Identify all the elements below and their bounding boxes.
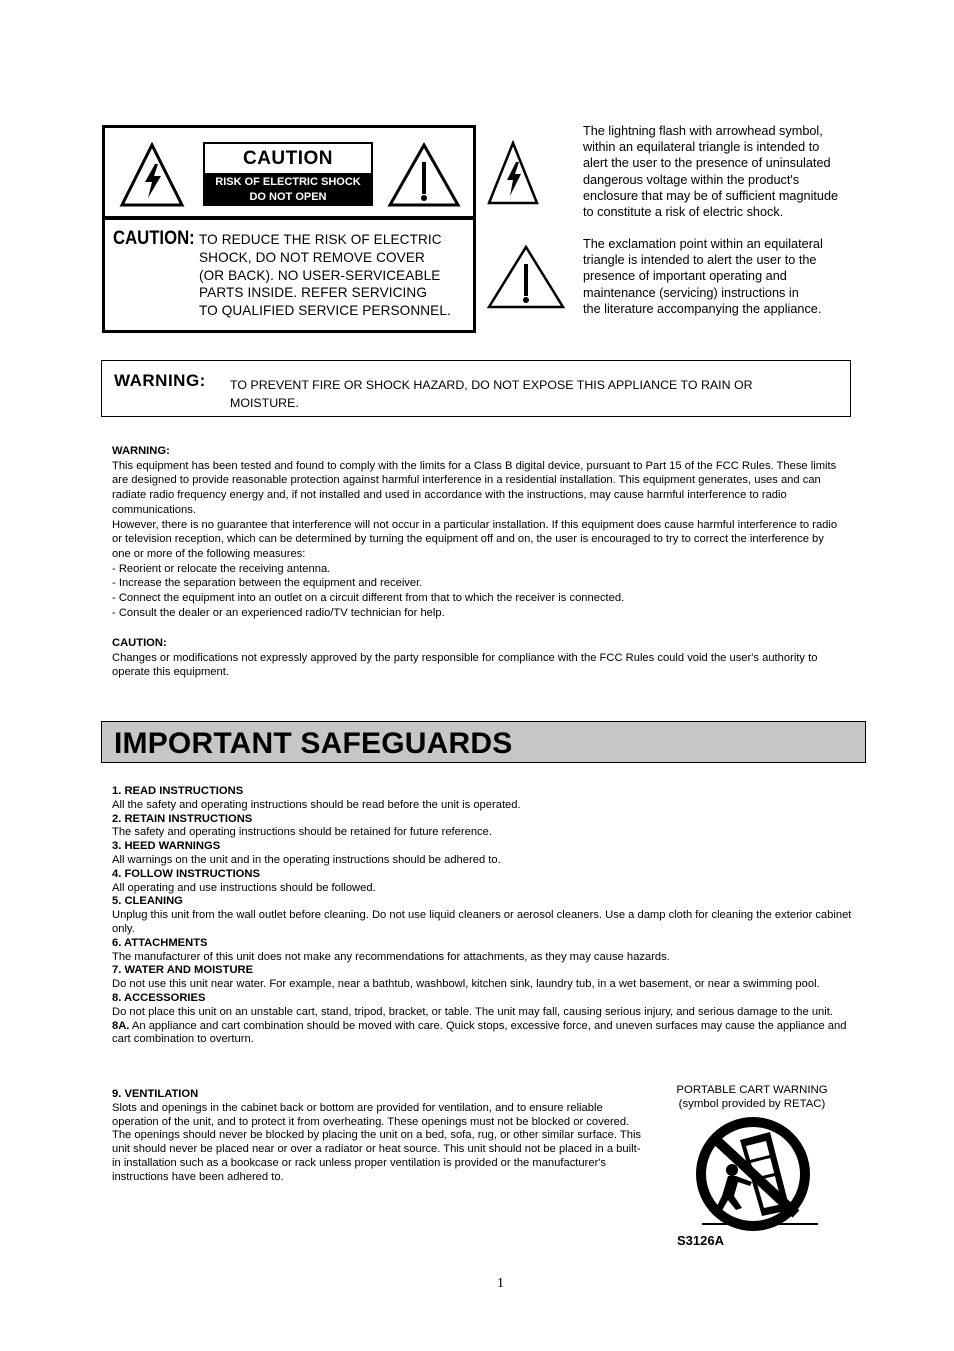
safeguard-heading: 8. ACCESSORIES xyxy=(112,991,206,1004)
warning-box xyxy=(101,360,851,417)
cart-caption-line: (symbol provided by RETAC) xyxy=(678,1097,826,1110)
lightning-triangle-icon xyxy=(119,142,185,208)
description-line: maintenance (servicing) instructions in xyxy=(583,285,799,300)
safeguards-title: IMPORTANT SAFEGUARDS xyxy=(114,727,513,760)
description-line: within an equilateral triangle is intended to xyxy=(583,140,820,155)
ventilation-section xyxy=(112,1088,642,1185)
description-line: The exclamation point within an equilateral xyxy=(583,237,823,251)
page-number: 1 xyxy=(497,1276,504,1291)
description-line: triangle is intended to alert the user to the xyxy=(583,253,817,268)
safeguard-heading: 2. RETAIN INSTRUCTIONS xyxy=(112,812,253,825)
safeguard-8a xyxy=(112,1020,852,1048)
description-line: The lightning flash with arrowhead symbol, xyxy=(583,124,823,138)
lightning-triangle-icon xyxy=(487,140,539,206)
safeguards-list xyxy=(112,785,852,1047)
fcc-measure: - Connect the equipment into an outlet on a circuit different from that to which the receiver is connected. xyxy=(112,592,625,605)
safeguard-heading: 5. CLEANING xyxy=(112,895,183,908)
caution-text-line: TO QUALIFIED SERVICE PERSONNEL. xyxy=(199,303,451,319)
safeguard-heading: 6. ATTACHMENTS xyxy=(112,936,208,949)
safeguard-text: The manufacturer of this unit does not make any recommendations for attachments, as they may cause hazards. xyxy=(112,950,670,963)
exclamation-triangle-icon xyxy=(486,244,566,310)
caution-text-line: SHOCK, DO NOT REMOVE COVER xyxy=(199,249,425,265)
cart-caption-line: PORTABLE CART WARNING xyxy=(676,1084,828,1096)
caution-text xyxy=(199,231,469,320)
fcc-warning-paragraph: However, there is no guarantee that interference will not occur in a particular installation. If this equipment does cause harmful interference to radio or television reception, which can be determined by turning the equipment off and on, the user is encouraged to try to correct the interference by one or more of the following measures: xyxy=(112,518,838,560)
caution-box xyxy=(102,125,476,333)
description-line: to constitute a risk of electric shock. xyxy=(583,205,784,220)
cart-warning-caption xyxy=(668,1084,836,1111)
ventilation-text: Slots and openings in the cabinet back or bottom are provided for ventilation, and to ensure reliable operation of the unit, and to protect it from overheating. These openings must not be blocked or covered. The openings should never be blocked by placing the unit on a bed, sofa, rug, or other similar surface. This unit should never be placed near or over a radiator or heat source. This unit should not be placed in a built-in installation such as a bookcase or rack unless proper ventilation is provided or the manufacturer's instructions have been adhered to. xyxy=(112,1101,642,1183)
safeguard-text: Do not place this unit on an unstable cart, stand, tripod, bracket, or table. The unit may fall, causing serious injury, and serious damage to the unit. xyxy=(112,1005,833,1018)
safeguard-text: All warnings on the unit and in the operating instructions should be adhered to. xyxy=(112,853,501,866)
caution-badge-subtitle xyxy=(205,173,371,204)
warning-text-line: TO PREVENT FIRE OR SHOCK HAZARD, DO NOT EXPOSE THIS APPLIANCE TO RAIN OR xyxy=(230,378,753,392)
ventilation-heading: 9. VENTILATION xyxy=(112,1088,199,1100)
safeguard-text: Do not use this unit near water. For example, near a bathtub, washbowl, kitchen sink, laundry tub, in a wet basement, or near a swimming pool. xyxy=(112,978,820,991)
fcc-caution-section xyxy=(112,636,842,680)
badge-line: DO NOT OPEN xyxy=(249,191,327,203)
safeguard-heading: 4. FOLLOW INSTRUCTIONS xyxy=(112,867,260,880)
safeguard-text: All operating and use instructions should be followed. xyxy=(112,881,376,894)
fcc-caution-heading: CAUTION: xyxy=(112,637,167,649)
caution-badge-title: CAUTION xyxy=(242,148,334,169)
warning-text-line: MOISTURE. xyxy=(230,396,299,410)
caution-badge xyxy=(203,142,373,206)
safeguard-heading: 7. WATER AND MOISTURE xyxy=(112,964,254,977)
caution-label: CAUTION: xyxy=(113,228,195,249)
warning-text xyxy=(230,376,830,412)
cart-symbol-code: S3126A xyxy=(677,1233,724,1248)
description-line: the literature accompanying the appliance. xyxy=(583,301,822,316)
fcc-warning-paragraph: This equipment has been tested and found to comply with the limits for a Class B digital device, pursuant to Part 15 of the FCC Rules. These limits are designed to provide reasonable protection against harmful interference in a residential installation. This equipment generates, uses and can radiate radio frequency energy and, if not installed and used in accordance with the instructions, may cause harmful interference to radio communications. xyxy=(112,459,837,516)
lightning-symbol-description xyxy=(583,123,858,220)
safeguards-header xyxy=(101,721,866,763)
description-line: presence of important operating and xyxy=(583,269,787,284)
caution-text-line: PARTS INSIDE. REFER SERVICING xyxy=(199,285,427,301)
description-line: dangerous voltage within the product's xyxy=(583,172,800,187)
safeguard-8a-label: 8A. xyxy=(112,1019,130,1032)
portable-cart-warning-icon xyxy=(692,1112,820,1234)
fcc-measure: - Increase the separation between the equipment and receiver. xyxy=(112,577,423,590)
fcc-measure: - Reorient or relocate the receiving antenna. xyxy=(112,562,331,575)
safeguard-heading: 3. HEED WARNINGS xyxy=(112,840,221,853)
safeguard-heading: 1. READ INSTRUCTIONS xyxy=(112,785,244,797)
fcc-measure: - Consult the dealer or an experienced radio/TV technician for help. xyxy=(112,606,445,619)
safeguard-text: Unplug this unit from the wall outlet before cleaning. Do not use liquid cleaners or aerosol cleaners. Use a damp cloth for cleaning the exterior cabinet only. xyxy=(112,909,852,935)
fcc-warning-section xyxy=(112,444,842,620)
safeguard-text: All the safety and operating instructions should be read before the unit is operated. xyxy=(112,798,521,811)
warning-label: WARNING: xyxy=(114,371,206,390)
safeguard-text: The safety and operating instructions should be retained for future reference. xyxy=(112,826,492,839)
caution-text-line: (OR BACK). NO USER-SERVICEABLE xyxy=(199,267,441,283)
fcc-caution-text: Changes or modifications not expressly approved by the party responsible for compliance with the FCC Rules could void the user's authority to operate this equipment. xyxy=(112,651,818,679)
safeguard-8a-text: An appliance and cart combination should be moved with care. Quick stops, excessive force, and uneven surfaces may cause the appliance and cart combination to overturn. xyxy=(112,1019,847,1046)
caution-text-line: TO REDUCE THE RISK OF ELECTRIC xyxy=(199,232,442,247)
exclamation-symbol-description xyxy=(583,236,858,317)
description-line: alert the user to the presence of uninsulated xyxy=(583,156,831,171)
badge-line: RISK OF ELECTRIC SHOCK xyxy=(215,176,361,188)
caution-divider xyxy=(105,216,473,220)
description-line: enclosure that may be of sufficient magnitude xyxy=(583,188,839,203)
exclamation-triangle-icon xyxy=(387,142,461,208)
fcc-warning-heading: WARNING: xyxy=(112,445,170,457)
